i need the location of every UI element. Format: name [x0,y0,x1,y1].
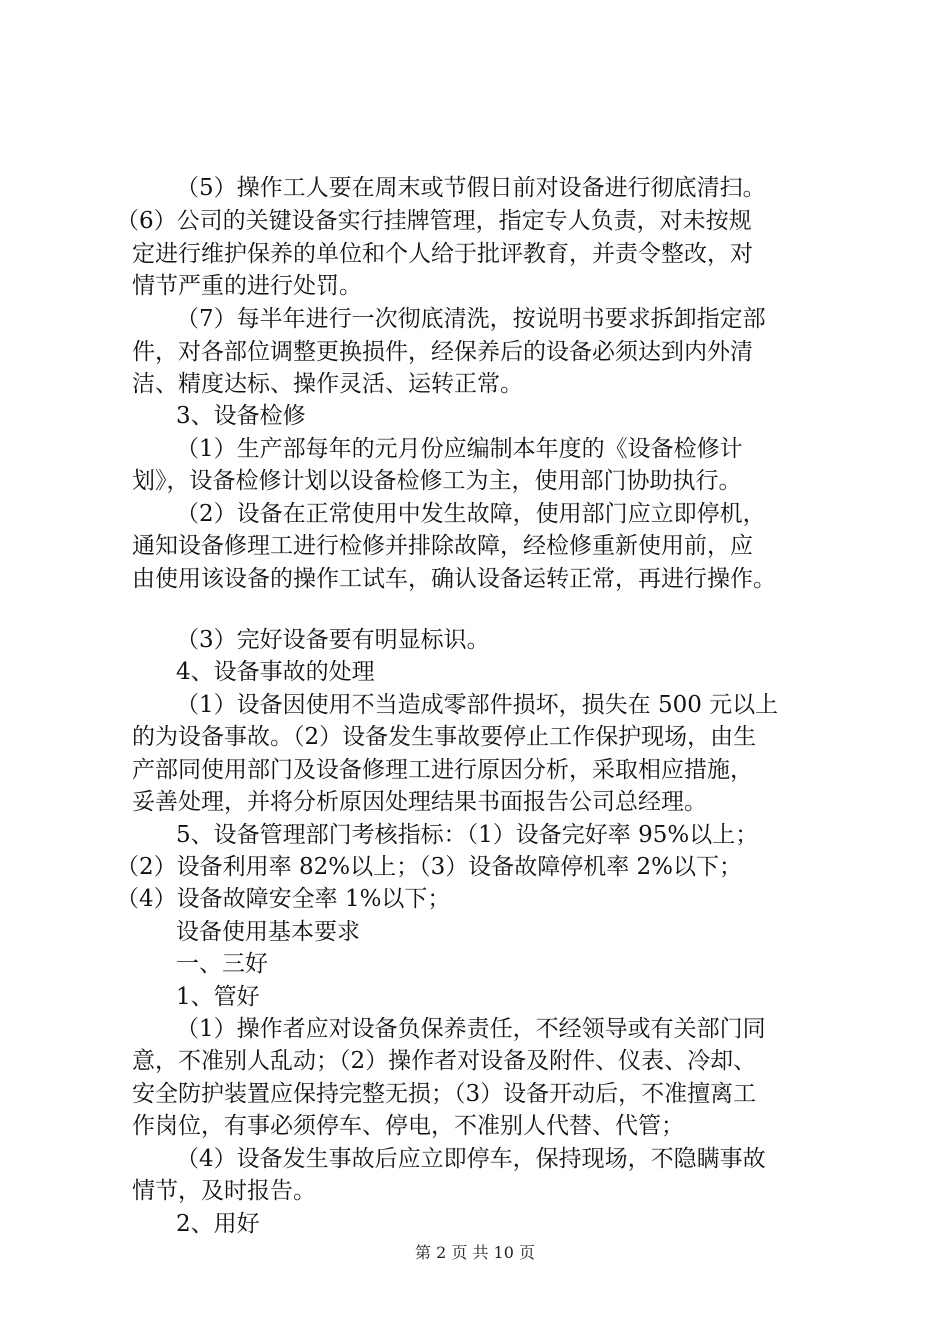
text-line: 妥善处理，并将分析原因处理结果书面报告公司总经理。 [132,789,707,815]
text-line: 定进行维护保养的单位和个人给于批评教育，并责令整改，对 [132,241,753,267]
text-line: （1）生产部每年的元月份应编制本年度的《设备检修计 [176,436,743,462]
text-line: （2）设备利用率 82%以上；（3）设备故障停机率 2%以下； [116,854,742,880]
text-line: （4）设备发生事故后应立即停车，保持现场，不隐瞒事故 [176,1146,766,1172]
section-heading: 设备使用基本要求 [176,919,360,945]
text-line: （4）设备故障安全率 1%以下； [116,886,451,912]
text-line: 安全防护装置应保持完整无损；（3）设备开动后，不准擅离工 [132,1081,757,1107]
text-line: 划》，设备检修计划以设备检修工为主，使用部门协助执行。 [132,468,742,494]
text-line: （7）每半年进行一次彻底清洗，按说明书要求拆卸指定部 [176,306,766,332]
text-line: （1）操作者应对设备负保养责任，不经领导或有关部门同 [176,1016,766,1042]
text-line: （2）设备在正常使用中发生故障，使用部门应立即停机， [176,501,766,527]
text-line: 洁、精度达标、操作灵活、运转正常。 [132,371,523,397]
text-line: （3）完好设备要有明显标识。 [176,627,490,653]
text-line: 意，不准别人乱动；（2）操作者对设备及附件、仪表、冷却、 [132,1048,757,1074]
section-heading: 一、三好 [176,951,268,977]
text-line: （6）公司的关键设备实行挂牌管理，指定专人负责，对未按规 [116,208,752,234]
page-number-footer: 第 2 页 共 10 页 [415,1243,535,1262]
text-line: （1）设备因使用不当造成零部件损坏，损失在 500 元以上 [176,692,779,718]
text-line: 产部同使用部门及设备修理工进行原因分析，采取相应措施， [132,757,753,783]
text-line: 情节严重的进行处罚。 [132,273,362,299]
section-heading: 3、设备检修 [176,403,306,429]
text-line: 的为设备事故。（2）设备发生事故要停止工作保护现场，由生 [132,724,757,750]
text-line: 情节，及时报告。 [132,1178,316,1204]
section-heading: 1、管好 [176,984,260,1010]
text-line: （5）操作工人要在周末或节假日前对设备进行彻底清扫。 [176,175,766,201]
text-line: 5、设备管理部门考核指标：（1）设备完好率 95%以上； [176,822,759,848]
section-heading: 4、设备事故的处理 [176,659,375,685]
text-line: 由使用该设备的操作工试车，确认设备运转正常，再进行操作。 [132,566,776,592]
section-heading: 2、用好 [176,1211,260,1237]
text-line: 通知设备修理工进行检修并排除故障，经检修重新使用前，应 [132,533,753,559]
text-line: 件，对各部位调整更换损件，经保养后的设备必须达到内外清 [132,339,753,365]
text-line: 作岗位，有事必须停车、停电，不准别人代替、代管； [132,1113,684,1139]
